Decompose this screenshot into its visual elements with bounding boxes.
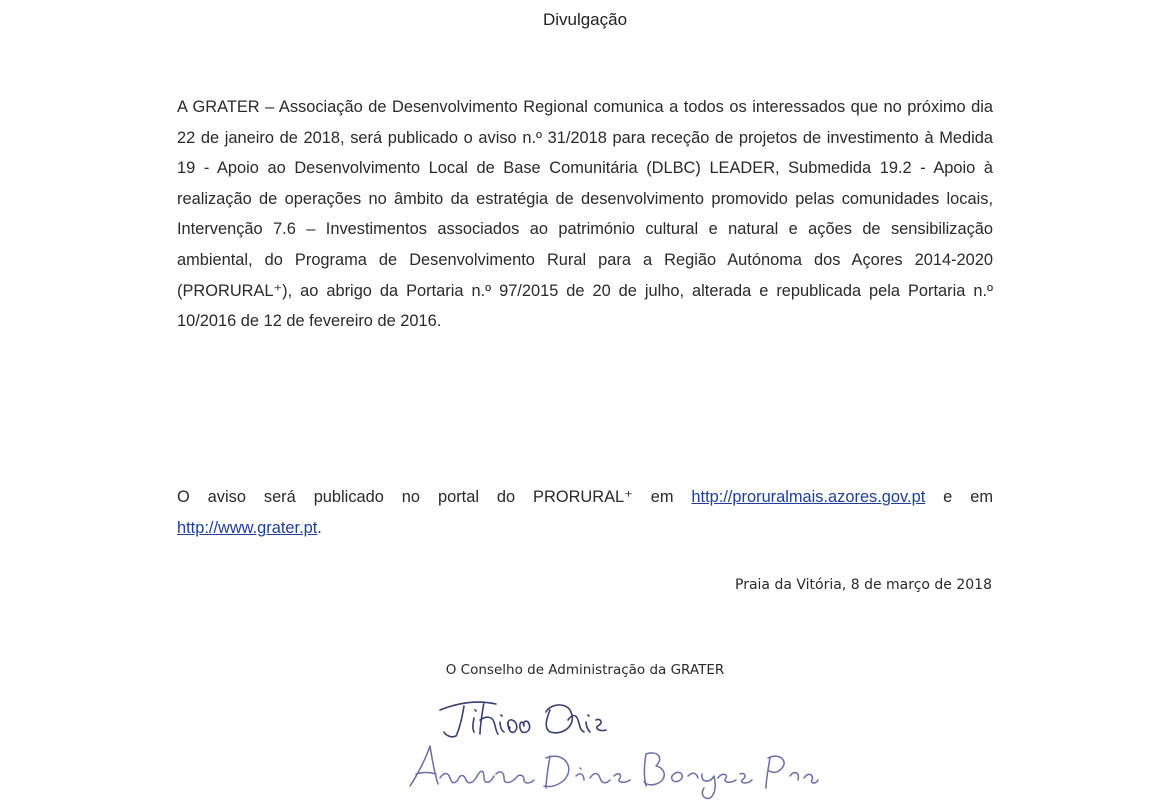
document-title: Divulgação	[542, 10, 628, 29]
publication-text-end: .	[317, 518, 322, 537]
signature-2	[410, 746, 818, 798]
signature-1	[440, 702, 606, 737]
publication-text-start: O aviso será publicado no portal do PRORURAL⁺ em	[177, 488, 692, 506]
publication-text-middle: e em	[925, 488, 993, 506]
handwritten-signatures	[400, 688, 820, 803]
signatory-line: O Conselho de Administração da GRATER	[445, 662, 725, 678]
announcement-paragraph: A GRATER – Associação de Desenvolvimento Regional comunica a todos os interessados que no próximo dia 22 de janeiro de 2018, será publicado o aviso n.º 31/2018 para receção de projetos de investimento à Medida 19 - Apoio ao Desenvolvimento Local de Base Comunitária (DLBC) LEADER, Submedida 19.2 - Apoio à realização de operações no âmbito da estratégia de desenvolvimento promovido pelas comunidades locais, Intervenção 7.6 – Investimentos associados ao património cultural e natural e ações de sensibilização ambiental, do Programa de Desenvolvimento Rural para a Região Autónoma dos Açores 2014-2020 (PRORURAL⁺), ao abrigo da Portaria n.º 97/2015 de 20 de julho, alterada e republicada pela Portaria n.º 10/2016 de 12 de fevereiro de 2016.	[177, 98, 993, 331]
grater-link[interactable]: http://www.grater.pt	[177, 518, 318, 537]
proruralmais-link[interactable]: http://proruralmais.azores.gov.pt	[691, 488, 926, 506]
place-and-date: Praia da Vitória, 8 de março de 2018	[735, 577, 992, 593]
publication-paragraph	[177, 482, 993, 543]
